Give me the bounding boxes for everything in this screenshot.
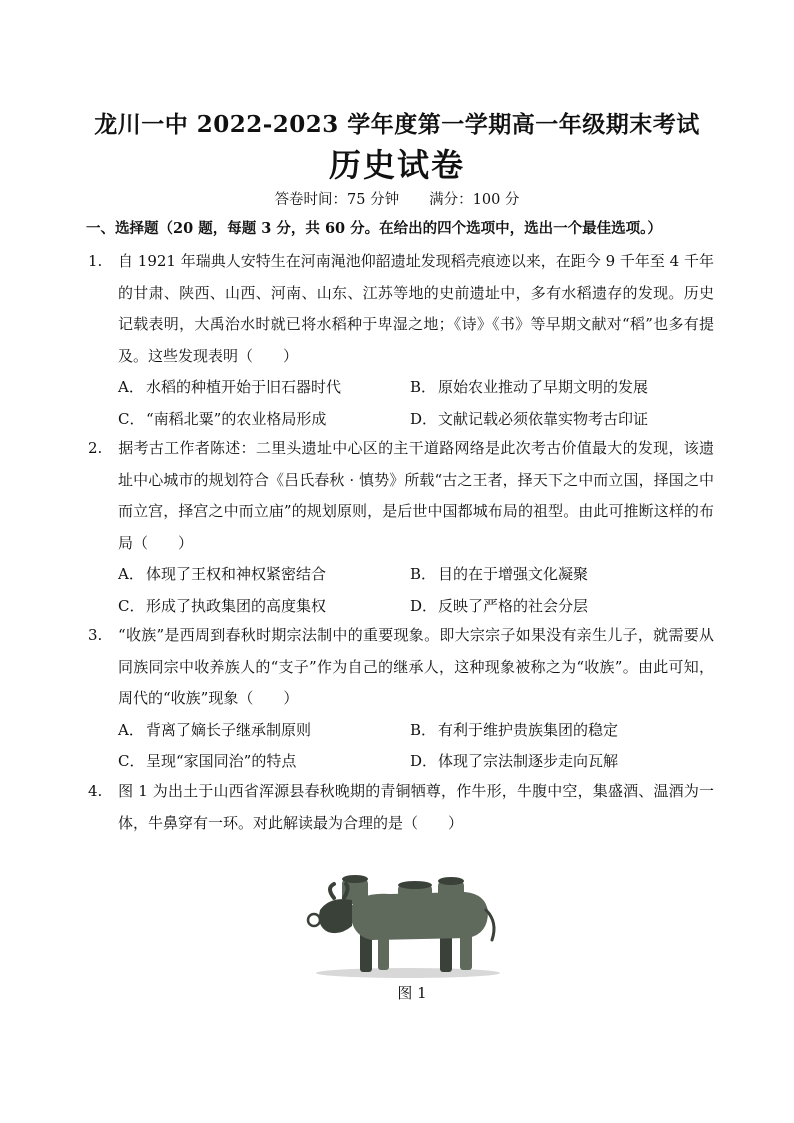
option-letter: C． (118, 596, 145, 615)
option-a[interactable] (118, 559, 410, 591)
option-b[interactable] (410, 559, 702, 591)
nose-ring (308, 914, 320, 926)
option-d[interactable] (410, 746, 702, 778)
question-number: 3. (88, 626, 103, 644)
option-text: 呈现“家国同治”的特点 (146, 752, 297, 770)
question-stem (88, 246, 714, 372)
option-text: “南稻北粟”的农业格局形成 (146, 409, 327, 428)
option-text: 有利于维护贵族集团的稳定 (438, 720, 619, 739)
option-b[interactable] (410, 715, 702, 747)
time-limit: 答卷时间：75 分钟 (274, 192, 400, 208)
question-2 (88, 433, 714, 622)
option-text: 水稻的种植开始于旧石器时代 (146, 378, 342, 396)
question-1 (88, 246, 714, 435)
option-letter: B． (410, 720, 437, 739)
option-letter: A． (118, 378, 144, 396)
option-c[interactable] (118, 591, 410, 623)
vessel-rim-middle (398, 881, 432, 889)
option-letter: D． (410, 752, 438, 770)
subject-title: 历史试卷 (328, 146, 465, 184)
option-text: 原始农业推动了早期文明的发展 (438, 378, 649, 396)
bronze-ox-zun-image (290, 870, 520, 980)
section-heading-choice: 一、选择题（20 题，每题 3 分，共 60 分。在给出的四个选项中，选出一个最佳选项。） (86, 220, 662, 237)
option-c[interactable] (118, 746, 410, 778)
option-text: 目的在于增强文化凝聚 (438, 565, 589, 583)
question-stem (88, 620, 714, 715)
option-d[interactable] (410, 404, 702, 436)
question-text: 据考古工作者陈述：二里头遗址中心区的主干道路网络是此次考古价值最大的发现，该遗址中心城市的规划符合《吕氏春秋 · 慎势》所载“古之王者，择天下之中而立国，择国之中而立宫，择宫之中而立庙”的规划原则，是后世中国都城布局的祖型。由此可推断这样的布局（ ） (118, 439, 714, 552)
option-letter: B． (410, 565, 437, 583)
question-3 (88, 620, 714, 778)
option-letter: B． (410, 378, 437, 396)
option-letter: D． (410, 409, 438, 428)
option-text: 背离了嫡长子继承制原则 (146, 720, 312, 739)
question-stem (88, 776, 714, 839)
question-text: “收族”是西周到春秋时期宗法制中的重要现象。即大宗宗子如果没有亲生儿子，就需要从同族同宗中收养族人的“支子”作为自己的继承人，这种现象被称之为“收族”。由此可知，周代的“收族”现象（ ） (118, 626, 714, 707)
ox-body (350, 892, 488, 940)
option-letter: A． (118, 565, 144, 583)
ox-head (319, 899, 352, 933)
vessel-rim-front (342, 875, 368, 883)
options (88, 715, 714, 778)
question-number: 1. (88, 252, 103, 270)
option-text: 反映了严格的社会分层 (438, 596, 589, 615)
full-score: 满分：100 分 (429, 192, 520, 208)
option-letter: D． (410, 596, 438, 615)
exam-info (0, 188, 794, 209)
figure-shadow (316, 968, 500, 978)
figure-caption: 图 1 (397, 984, 427, 1002)
option-a[interactable] (118, 372, 410, 404)
options (88, 559, 714, 622)
option-letter: C． (118, 409, 145, 428)
question-4 (88, 776, 714, 839)
option-text: 形成了执政集团的高度集权 (146, 596, 327, 615)
option-text: 体现了王权和神权紧密结合 (146, 565, 327, 583)
school-exam-title: 龙川一中 2022-2023 学年度第一学期高一年级期末考试 (94, 111, 700, 138)
option-c[interactable] (118, 404, 410, 436)
option-b[interactable] (410, 372, 702, 404)
question-text: 图 1 为出土于山西省浑源县春秋晚期的青铜牺尊，作牛形，牛腹中空，集盛酒、温酒为一体，牛鼻穿有一环。对此解读最为合理的是（ ） (118, 782, 714, 832)
option-letter: A． (118, 720, 144, 739)
option-text: 文献记载必须依靠实物考古印证 (438, 409, 649, 428)
question-stem (88, 433, 714, 559)
option-d[interactable] (410, 591, 702, 623)
options (88, 372, 714, 435)
question-number: 2. (88, 439, 103, 457)
vessel-rim-back (438, 877, 464, 885)
option-text: 体现了宗法制逐步走向瓦解 (438, 752, 619, 770)
option-letter: C． (118, 752, 145, 770)
option-a[interactable] (118, 715, 410, 747)
question-number: 4. (88, 782, 103, 800)
question-text: 自 1921 年瑞典人安特生在河南渑池仰韶遗址发现稻壳痕迹以来，在距今 9 千年至 4 千年的甘肃、陕西、山西、河南、山东、江苏等地的史前遗址中，多有水稻遗存的发现。历史记载表明，大禹治水时就已将水稻种于卑湿之地；《诗》《书》等早期文献对“稻”也多有提及。这些发现表明（ ） (118, 252, 714, 365)
